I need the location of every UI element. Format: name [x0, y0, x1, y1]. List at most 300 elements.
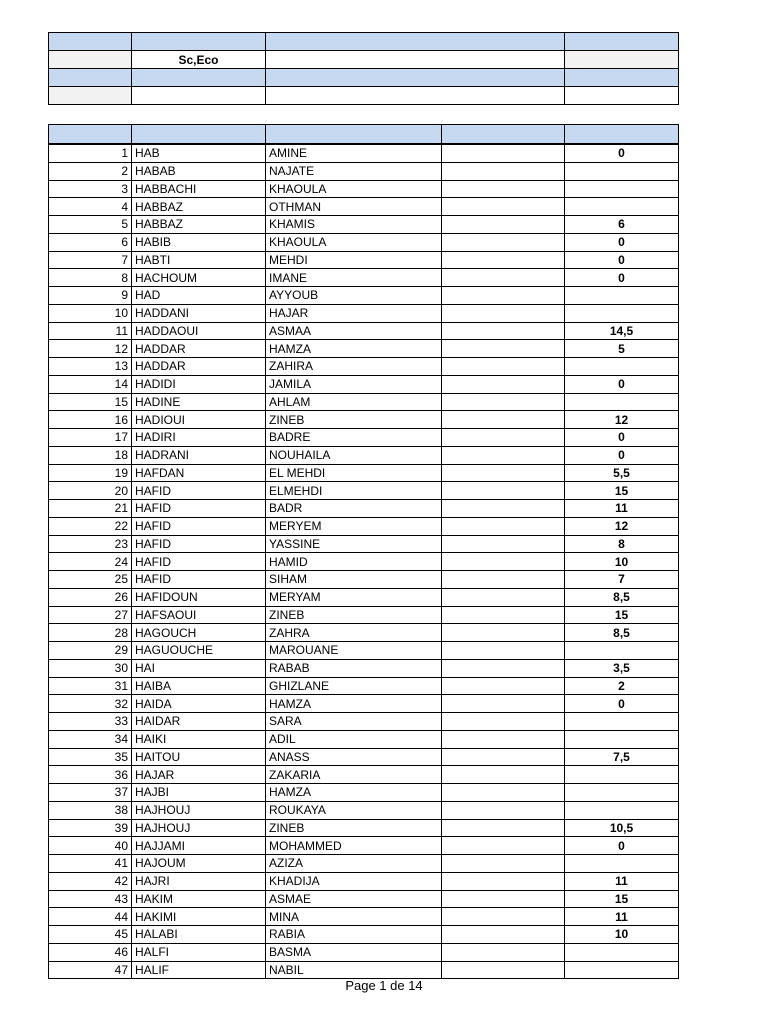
first-name-cell: ASMAA	[266, 322, 442, 340]
grade-cell	[565, 730, 679, 748]
row-number-cell: 34	[49, 730, 132, 748]
row-number-cell: 15	[49, 393, 132, 411]
empty-cell	[442, 375, 565, 393]
first-name-cell: BADR	[266, 500, 442, 518]
grade-cell	[565, 287, 679, 305]
last-name-cell: HABTI	[132, 251, 266, 269]
grade-cell	[565, 304, 679, 322]
row-number-cell: 41	[49, 855, 132, 873]
table-row	[49, 446, 679, 464]
grade-cell: 15	[565, 890, 679, 908]
last-name-cell: HAFID	[132, 517, 266, 535]
last-name-cell: HAFSAOUI	[132, 606, 266, 624]
grade-cell: 0	[565, 446, 679, 464]
first-name-cell: HAJAR	[266, 304, 442, 322]
table-row	[49, 588, 679, 606]
grade-cell: 15	[565, 482, 679, 500]
first-name-cell: IMANE	[266, 269, 442, 287]
row-number-cell: 39	[49, 819, 132, 837]
grade-cell	[565, 198, 679, 216]
table-row	[49, 819, 679, 837]
row-number-cell: 31	[49, 677, 132, 695]
table-row	[49, 429, 679, 447]
last-name-cell: HAKIM	[132, 890, 266, 908]
last-name-cell: HADIRI	[132, 429, 266, 447]
row-number-cell: 36	[49, 766, 132, 784]
row-number-cell: 42	[49, 872, 132, 890]
grade-cell	[565, 642, 679, 660]
table-row	[49, 677, 679, 695]
row-number-cell: 19	[49, 464, 132, 482]
header-row-4	[49, 87, 679, 105]
table-row	[49, 393, 679, 411]
empty-cell	[442, 233, 565, 251]
table-row	[49, 322, 679, 340]
table-row	[49, 375, 679, 393]
empty-cell	[442, 801, 565, 819]
last-name-cell: HAB	[132, 144, 266, 162]
column-header	[565, 125, 679, 145]
last-name-cell: HABBACHI	[132, 180, 266, 198]
row-number-cell: 37	[49, 784, 132, 802]
empty-cell	[442, 287, 565, 305]
grade-cell: 0	[565, 837, 679, 855]
last-name-cell: HAFID	[132, 571, 266, 589]
row-number-cell: 22	[49, 517, 132, 535]
empty-cell	[442, 446, 565, 464]
column-header	[49, 125, 132, 145]
first-name-cell: NOUHAILA	[266, 446, 442, 464]
row-number-cell: 9	[49, 287, 132, 305]
last-name-cell: HAKIMI	[132, 908, 266, 926]
empty-cell	[442, 943, 565, 961]
header-row-2	[49, 51, 679, 69]
empty-cell	[442, 304, 565, 322]
header-cell	[565, 51, 679, 69]
first-name-cell: AHLAM	[266, 393, 442, 411]
empty-cell	[442, 730, 565, 748]
table-row	[49, 571, 679, 589]
empty-cell	[442, 482, 565, 500]
empty-cell	[442, 926, 565, 944]
grade-cell: 8	[565, 535, 679, 553]
grade-cell: 7,5	[565, 748, 679, 766]
grade-cell: 11	[565, 908, 679, 926]
last-name-cell: HAIDA	[132, 695, 266, 713]
last-name-cell: HAI	[132, 659, 266, 677]
column-header	[132, 125, 266, 145]
last-name-cell: HAFDAN	[132, 464, 266, 482]
empty-cell	[442, 606, 565, 624]
empty-cell	[442, 624, 565, 642]
table-row	[49, 269, 679, 287]
last-name-cell: HAGOUCH	[132, 624, 266, 642]
empty-cell	[442, 500, 565, 518]
empty-cell	[442, 553, 565, 571]
first-name-cell: MINA	[266, 908, 442, 926]
header-cell	[132, 87, 266, 105]
first-name-cell: AZIZA	[266, 855, 442, 873]
empty-cell	[442, 517, 565, 535]
table-row	[49, 304, 679, 322]
row-number-cell: 43	[49, 890, 132, 908]
grade-cell: 8,5	[565, 624, 679, 642]
grade-cell	[565, 855, 679, 873]
table-row	[49, 340, 679, 358]
row-number-cell: 6	[49, 233, 132, 251]
last-name-cell: HAJBI	[132, 784, 266, 802]
grade-cell: 5,5	[565, 464, 679, 482]
empty-cell	[442, 216, 565, 234]
row-number-cell: 29	[49, 642, 132, 660]
row-number-cell: 17	[49, 429, 132, 447]
first-name-cell: ASMAE	[266, 890, 442, 908]
last-name-cell: HAJHOUJ	[132, 819, 266, 837]
grade-cell: 12	[565, 411, 679, 429]
row-number-cell: 20	[49, 482, 132, 500]
grade-cell	[565, 162, 679, 180]
row-number-cell: 45	[49, 926, 132, 944]
table-row	[49, 535, 679, 553]
first-name-cell: ZAHIRA	[266, 358, 442, 376]
row-number-cell: 38	[49, 801, 132, 819]
last-name-cell: HADDANI	[132, 304, 266, 322]
table-row	[49, 801, 679, 819]
empty-cell	[442, 429, 565, 447]
row-number-cell: 28	[49, 624, 132, 642]
empty-cell	[442, 393, 565, 411]
row-number-cell: 40	[49, 837, 132, 855]
grade-cell	[565, 393, 679, 411]
grade-cell: 0	[565, 251, 679, 269]
table-row	[49, 411, 679, 429]
table-row	[49, 713, 679, 731]
grade-cell	[565, 943, 679, 961]
first-name-cell: ELMEHDI	[266, 482, 442, 500]
header-cell	[266, 51, 565, 69]
grade-cell	[565, 766, 679, 784]
table-row	[49, 872, 679, 890]
grade-cell: 8,5	[565, 588, 679, 606]
last-name-cell: HAFIDOUN	[132, 588, 266, 606]
table-row	[49, 855, 679, 873]
row-number-cell: 14	[49, 375, 132, 393]
table-row	[49, 144, 679, 162]
grade-cell	[565, 713, 679, 731]
grade-cell: 0	[565, 429, 679, 447]
row-number-cell: 30	[49, 659, 132, 677]
column-header	[266, 125, 442, 145]
table-row	[49, 358, 679, 376]
empty-cell	[442, 695, 565, 713]
table-row	[49, 287, 679, 305]
table-row	[49, 233, 679, 251]
row-number-cell: 5	[49, 216, 132, 234]
info-header-table	[48, 32, 679, 105]
grade-cell: 14,5	[565, 322, 679, 340]
first-name-cell: YASSINE	[266, 535, 442, 553]
last-name-cell: HAFID	[132, 553, 266, 571]
empty-cell	[442, 766, 565, 784]
grade-cell: 12	[565, 517, 679, 535]
table-row	[49, 606, 679, 624]
last-name-cell: HADRANI	[132, 446, 266, 464]
first-name-cell: ZINEB	[266, 819, 442, 837]
last-name-cell: HADDAR	[132, 340, 266, 358]
table-row	[49, 642, 679, 660]
empty-cell	[442, 144, 565, 162]
row-number-cell: 2	[49, 162, 132, 180]
header-cell	[49, 33, 132, 51]
last-name-cell: HAIKI	[132, 730, 266, 748]
grade-cell: 2	[565, 677, 679, 695]
empty-cell	[442, 251, 565, 269]
row-number-cell: 3	[49, 180, 132, 198]
first-name-cell: MOHAMMED	[266, 837, 442, 855]
row-number-cell: 35	[49, 748, 132, 766]
grade-cell	[565, 961, 679, 979]
row-number-cell: 1	[49, 144, 132, 162]
table-row	[49, 180, 679, 198]
first-name-cell: BASMA	[266, 943, 442, 961]
last-name-cell: HABBAZ	[132, 198, 266, 216]
first-name-cell: MAROUANE	[266, 642, 442, 660]
row-number-cell: 21	[49, 500, 132, 518]
empty-cell	[442, 358, 565, 376]
last-name-cell: HAGUOUCHE	[132, 642, 266, 660]
first-name-cell: ROUKAYA	[266, 801, 442, 819]
first-name-cell: KHAOULA	[266, 233, 442, 251]
header-row-1	[49, 33, 679, 51]
last-name-cell: HABIB	[132, 233, 266, 251]
empty-cell	[442, 677, 565, 695]
empty-cell	[442, 713, 565, 731]
header-cell	[49, 51, 132, 69]
grade-cell: 0	[565, 233, 679, 251]
table-row	[49, 695, 679, 713]
last-name-cell: HACHOUM	[132, 269, 266, 287]
row-number-cell: 10	[49, 304, 132, 322]
row-number-cell: 32	[49, 695, 132, 713]
last-name-cell: HAFID	[132, 500, 266, 518]
first-name-cell: SARA	[266, 713, 442, 731]
last-name-cell: HADINE	[132, 393, 266, 411]
table-row	[49, 198, 679, 216]
last-name-cell: HAITOU	[132, 748, 266, 766]
header-cell	[565, 69, 679, 87]
first-name-cell: ZAKARIA	[266, 766, 442, 784]
first-name-cell: OTHMAN	[266, 198, 442, 216]
header-cell	[565, 87, 679, 105]
first-name-cell: BADRE	[266, 429, 442, 447]
last-name-cell: HAJHOUJ	[132, 801, 266, 819]
last-name-cell: HABBAZ	[132, 216, 266, 234]
row-number-cell: 13	[49, 358, 132, 376]
empty-cell	[442, 819, 565, 837]
column-header	[442, 125, 565, 145]
table-row	[49, 659, 679, 677]
row-number-cell: 12	[49, 340, 132, 358]
empty-cell	[442, 322, 565, 340]
row-number-cell: 7	[49, 251, 132, 269]
first-name-cell: NAJATE	[266, 162, 442, 180]
table-row	[49, 482, 679, 500]
grade-cell: 10,5	[565, 819, 679, 837]
row-number-cell: 26	[49, 588, 132, 606]
empty-cell	[442, 748, 565, 766]
grade-cell: 0	[565, 375, 679, 393]
grade-cell: 6	[565, 216, 679, 234]
grade-cell: 0	[565, 269, 679, 287]
grade-cell: 0	[565, 144, 679, 162]
grade-cell: 7	[565, 571, 679, 589]
first-name-cell: ZINEB	[266, 606, 442, 624]
grade-cell	[565, 801, 679, 819]
grade-cell: 15	[565, 606, 679, 624]
first-name-cell: KHAMIS	[266, 216, 442, 234]
header-cell	[565, 33, 679, 51]
empty-cell	[442, 784, 565, 802]
empty-cell	[442, 269, 565, 287]
header-cell	[266, 87, 565, 105]
table-row	[49, 943, 679, 961]
table-row	[49, 908, 679, 926]
empty-cell	[442, 890, 565, 908]
first-name-cell: HAMZA	[266, 784, 442, 802]
header-cell	[132, 69, 266, 87]
last-name-cell: HADIDI	[132, 375, 266, 393]
first-name-cell: HAMID	[266, 553, 442, 571]
empty-cell	[442, 162, 565, 180]
table-header-row	[49, 125, 679, 145]
row-number-cell: 47	[49, 961, 132, 979]
row-number-cell: 8	[49, 269, 132, 287]
empty-cell	[442, 659, 565, 677]
empty-cell	[442, 588, 565, 606]
last-name-cell: HAFID	[132, 482, 266, 500]
first-name-cell: MERYEM	[266, 517, 442, 535]
last-name-cell: HALFI	[132, 943, 266, 961]
first-name-cell: AYYOUB	[266, 287, 442, 305]
students-table	[48, 124, 679, 979]
row-number-cell: 24	[49, 553, 132, 571]
grade-cell: 0	[565, 695, 679, 713]
row-number-cell: 23	[49, 535, 132, 553]
table-row	[49, 517, 679, 535]
first-name-cell: KHAOULA	[266, 180, 442, 198]
first-name-cell: KHADIJA	[266, 872, 442, 890]
grade-cell: 10	[565, 553, 679, 571]
grade-cell: 11	[565, 872, 679, 890]
grade-cell: 5	[565, 340, 679, 358]
filiere-cell: Sc,Eco	[132, 51, 266, 69]
table-body	[49, 144, 679, 979]
last-name-cell: HADIOUI	[132, 411, 266, 429]
table-row	[49, 961, 679, 979]
empty-cell	[442, 642, 565, 660]
first-name-cell: HAMZA	[266, 340, 442, 358]
last-name-cell: HAIDAR	[132, 713, 266, 731]
first-name-cell: ZAHRA	[266, 624, 442, 642]
grade-cell	[565, 784, 679, 802]
last-name-cell: HADDAOUI	[132, 322, 266, 340]
empty-cell	[442, 411, 565, 429]
empty-cell	[442, 180, 565, 198]
last-name-cell: HAJJAMI	[132, 837, 266, 855]
table-row	[49, 890, 679, 908]
empty-cell	[442, 464, 565, 482]
first-name-cell: RABAB	[266, 659, 442, 677]
row-number-cell: 18	[49, 446, 132, 464]
grade-cell: 11	[565, 500, 679, 518]
last-name-cell: HAJAR	[132, 766, 266, 784]
empty-cell	[442, 198, 565, 216]
row-number-cell: 25	[49, 571, 132, 589]
first-name-cell: RABIA	[266, 926, 442, 944]
table-row	[49, 784, 679, 802]
empty-cell	[442, 837, 565, 855]
empty-cell	[442, 908, 565, 926]
first-name-cell: ANASS	[266, 748, 442, 766]
row-number-cell: 33	[49, 713, 132, 731]
table-row	[49, 162, 679, 180]
empty-cell	[442, 855, 565, 873]
table-row	[49, 464, 679, 482]
header-cell	[132, 33, 266, 51]
last-name-cell: HAD	[132, 287, 266, 305]
table-row	[49, 500, 679, 518]
first-name-cell: SIHAM	[266, 571, 442, 589]
header-row-3	[49, 69, 679, 87]
header-cell	[266, 33, 565, 51]
first-name-cell: GHIZLANE	[266, 677, 442, 695]
row-number-cell: 46	[49, 943, 132, 961]
row-number-cell: 11	[49, 322, 132, 340]
grade-cell	[565, 180, 679, 198]
table-row	[49, 766, 679, 784]
table-row	[49, 216, 679, 234]
first-name-cell: ZINEB	[266, 411, 442, 429]
first-name-cell: EL MEHDI	[266, 464, 442, 482]
last-name-cell: HAIBA	[132, 677, 266, 695]
table-row	[49, 553, 679, 571]
last-name-cell: HADDAR	[132, 358, 266, 376]
first-name-cell: NABIL	[266, 961, 442, 979]
empty-cell	[442, 535, 565, 553]
first-name-cell: MEHDI	[266, 251, 442, 269]
first-name-cell: ADIL	[266, 730, 442, 748]
first-name-cell: HAMZA	[266, 695, 442, 713]
header-cell	[49, 87, 132, 105]
last-name-cell: HAJOUM	[132, 855, 266, 873]
row-number-cell: 44	[49, 908, 132, 926]
empty-cell	[442, 961, 565, 979]
last-name-cell: HALIF	[132, 961, 266, 979]
last-name-cell: HALABI	[132, 926, 266, 944]
last-name-cell: HAFID	[132, 535, 266, 553]
empty-cell	[442, 571, 565, 589]
row-number-cell: 16	[49, 411, 132, 429]
last-name-cell: HAJRI	[132, 872, 266, 890]
first-name-cell: AMINE	[266, 144, 442, 162]
table-row	[49, 251, 679, 269]
header-cell	[49, 69, 132, 87]
first-name-cell: JAMILA	[266, 375, 442, 393]
last-name-cell: HABAB	[132, 162, 266, 180]
first-name-cell: MERYAM	[266, 588, 442, 606]
row-number-cell: 27	[49, 606, 132, 624]
table-row	[49, 837, 679, 855]
